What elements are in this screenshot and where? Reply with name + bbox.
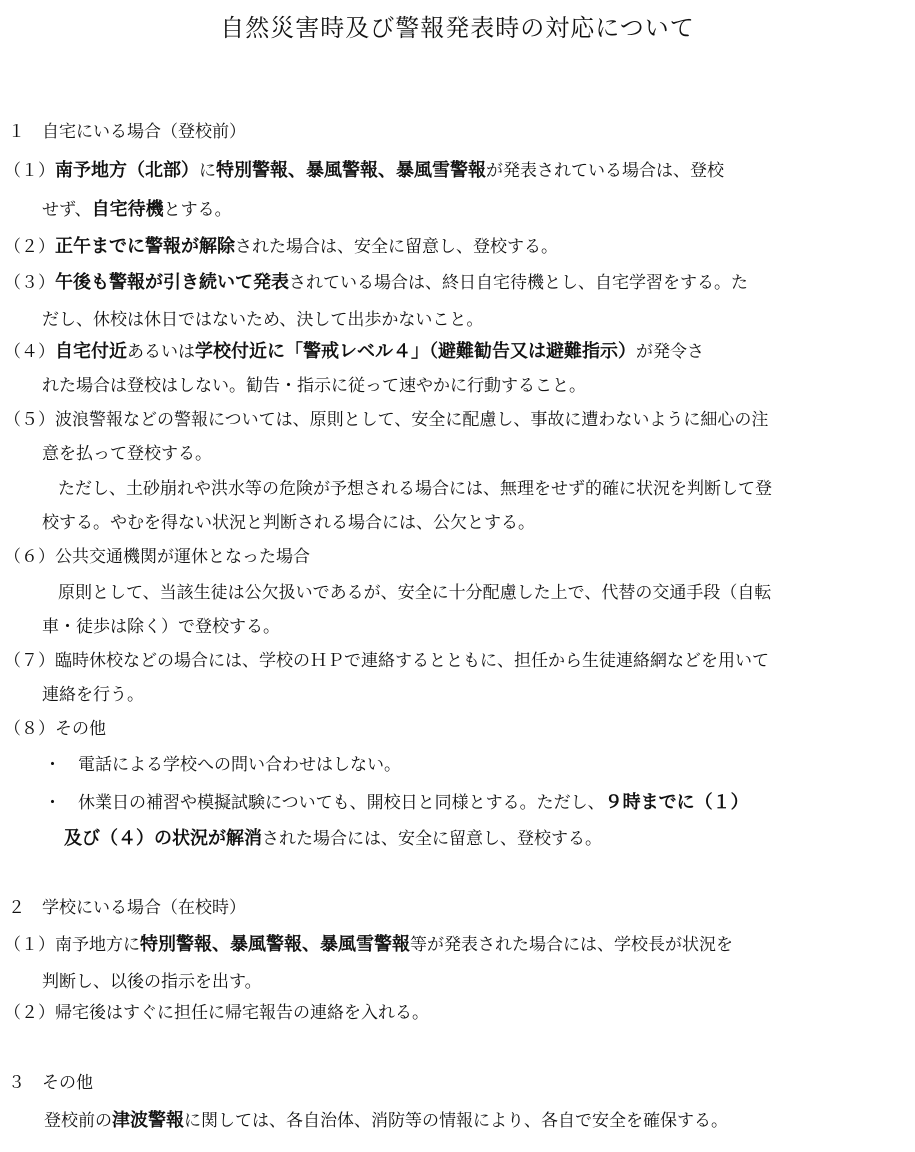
item-prefix: （２） (4, 237, 55, 257)
s1-item-8-bullet-2-line-1 (44, 792, 749, 814)
s1-item-1-line-2 (42, 199, 232, 221)
body-text: された場合は、安全に留意し、登校する。 (235, 237, 558, 257)
body-text: に関しては、各自治体、消防等の情報により、各自で安全を確保する。 (184, 1111, 728, 1131)
item-prefix: （１） (4, 935, 55, 955)
item-prefix: （１） (4, 161, 55, 181)
s1-item-8-bullet-1: ・ 電話による学校への問い合わせはしない。 (44, 755, 401, 775)
body-text: 等が発表された場合には、学校長が状況を (410, 935, 733, 955)
emphasis-text: 学校付近に「警戒レベル４」（避難勧告又は避難指示） (195, 341, 636, 362)
s1-item-4-line-1 (4, 341, 704, 363)
s2-item-1-line-1 (4, 934, 733, 956)
page-title: 自然災害時及び警報発表時の対応について (220, 14, 695, 42)
s1-item-5-line-3: ただし、土砂崩れや洪水等の危険が予想される場合には、無理をせず的確に状況を判断して登 (58, 479, 772, 499)
s2-item-2-line-1 (4, 1002, 429, 1024)
body-text: あるいは (127, 342, 195, 362)
emphasis-text: 及び（４）の状況が解消 (64, 828, 262, 849)
s1-item-2-line-1 (4, 236, 558, 258)
s1-item-4-line-2: れた場合は登校はしない。勧告・指示に従って速やかに行動すること。 (42, 376, 586, 396)
emphasis-text: 午後も警報が引き続いて発表 (55, 272, 289, 293)
body-text: 南予地方に (55, 935, 140, 955)
s1-item-5-line-1 (4, 409, 768, 431)
body-text: された場合には、安全に留意し、登校する。 (262, 829, 602, 849)
body-text: に (199, 161, 216, 181)
body-text: が発表されている場合は、登校 (486, 161, 724, 181)
s1-item-5-line-4: 校する。やむを得ない状況と判断される場合には、公欠とする。 (42, 513, 535, 533)
s1-item-6-line-2: 原則として、当該生徒は公欠扱いであるが、安全に十分配慮した上で、代替の交通手段（自転 (58, 583, 772, 603)
emphasis-text: 自宅付近 (55, 341, 127, 362)
item-prefix: （４） (4, 342, 55, 362)
s1-item-3-line-1 (4, 272, 748, 294)
s1-item-7-line-2: 連絡を行う。 (42, 685, 144, 705)
body-text: せず、 (42, 200, 92, 220)
s1-item-6-line-1 (4, 546, 310, 568)
body-text: 公共交通機関が運休となった場合 (55, 547, 310, 567)
body-text: 波浪警報などの警報については、原則として、安全に配慮し、事故に遭わないように細心の注 (55, 410, 769, 430)
emphasis-text: 特別警報、暴風警報、暴風雪警報 (216, 160, 486, 181)
body-text: ・ 休業日の補習や模擬試験についても、開校日と同様とする。ただし、 (44, 793, 605, 813)
s2-item-1-line-2: 判断し、以後の指示を出す。 (42, 972, 262, 992)
emphasis-text: 津波警報 (112, 1110, 184, 1131)
body-text: 登校前の (44, 1111, 112, 1131)
s3-line-1 (44, 1110, 728, 1132)
item-prefix: （２） (4, 1003, 55, 1023)
section-2-heading: ２ 学校にいる場合（在校時） (8, 898, 246, 918)
s1-item-6-line-3: 車・徒歩は除く）で登校する。 (42, 617, 280, 637)
section-1-heading: １ 自宅にいる場合（登校前） (8, 122, 246, 142)
emphasis-text: ９時までに（１） (604, 792, 749, 813)
body-text: されている場合は、終日自宅待機とし、自宅学習をする。た (289, 273, 748, 293)
emphasis-text: 南予地方（北部） (55, 160, 199, 181)
body-text: とする。 (163, 200, 232, 220)
s1-item-7-line-1 (4, 650, 769, 672)
item-prefix: （７） (4, 651, 55, 671)
s1-item-3-line-2: だし、休校は休日ではないため、決して出歩かないこと。 (42, 310, 484, 330)
s1-item-8-line-1 (4, 718, 106, 740)
s1-item-5-line-2: 意を払って登校する。 (42, 444, 212, 464)
item-prefix: （３） (4, 273, 55, 293)
item-prefix: （６） (4, 547, 55, 567)
emphasis-text: 正午までに警報が解除 (55, 236, 235, 257)
s1-item-8-bullet-2-line-2 (64, 828, 602, 850)
body-text: その他 (55, 719, 106, 739)
item-prefix: （８） (4, 719, 55, 739)
emphasis-text: 特別警報、暴風警報、暴風雪警報 (140, 934, 410, 955)
body-text: 臨時休校などの場合には、学校のＨＰで連絡するとともに、担任から生徒連絡網などを用いて (55, 651, 769, 671)
section-3-heading: ３ その他 (8, 1073, 93, 1093)
s1-item-1-line-1 (4, 160, 724, 182)
item-prefix: （５） (4, 410, 55, 430)
body-text: が発令さ (636, 342, 704, 362)
emphasis-text: 自宅待機 (91, 199, 164, 220)
body-text: 帰宅後はすぐに担任に帰宅報告の連絡を入れる。 (55, 1003, 429, 1023)
